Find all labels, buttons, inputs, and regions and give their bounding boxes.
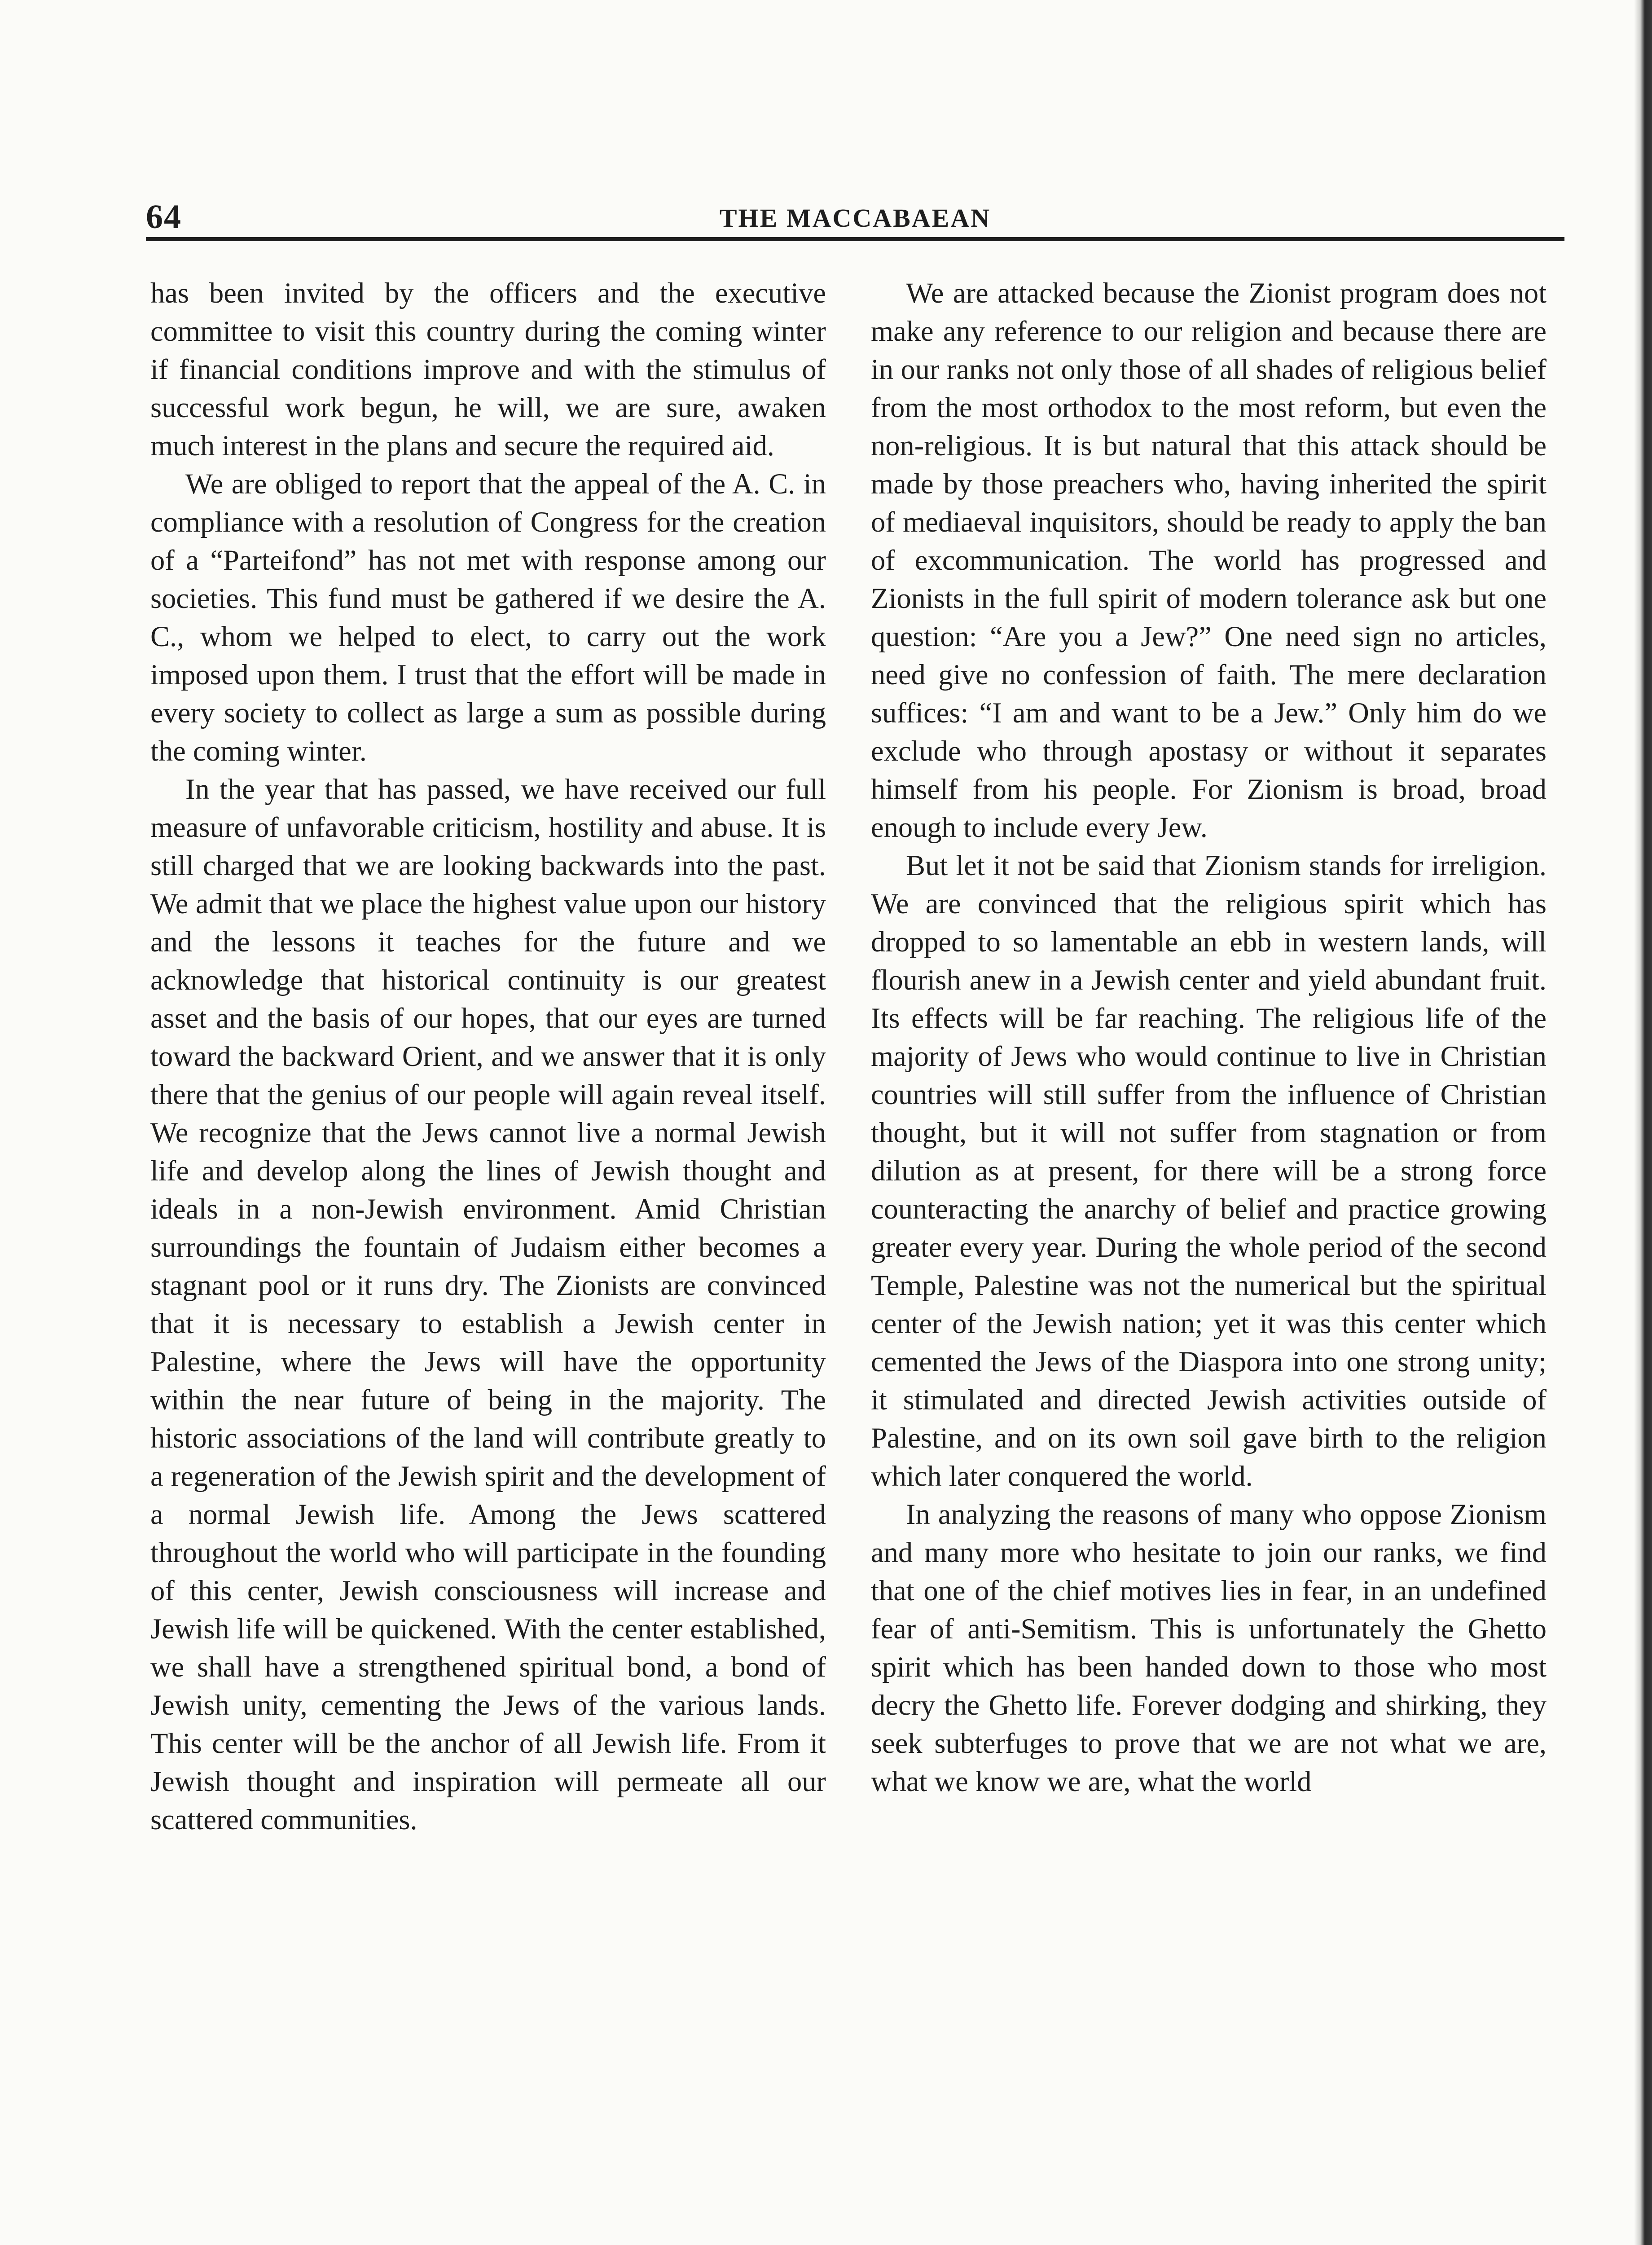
right-column <box>871 274 1547 1800</box>
page-header <box>146 198 1564 238</box>
paragraph: has been invited by the officers and the executive committee to visit this country during the coming winter if financial conditions improve and with the stimulus of successful work begun, he will, we are sure, awaken much interest in the plans and secure the required aid. <box>150 277 826 462</box>
paragraph: In analyzing the reasons of many who oppose Zionism and many more who hesitate to join our ranks, we find that one of the chief motives lies in fear, in an undefined fear of anti-Semitism. This is unfortunately the Ghetto spirit which has been handed down to those who most decry the Ghetto life. Forever dodging and shirking, they seek subterfuges to prove that we are not what we are, what we know we are, what the world <box>871 1498 1547 1797</box>
paragraph: We are obliged to report that the appeal of the A. C. in compliance with a resolution of Congress for the creation of a “Parteifond” has not met with response among our societies. This fund must be gathered if we desire the A. C., whom we helped to elect, to carry out the work imposed upon them. I trust that the effort will be made in every society to collect as large a sum as possible during the coming winter. <box>150 468 826 767</box>
paragraph: We are attacked because the Zionist program does not make any reference to our religion and because there are in our ranks not only those of all shades of religious belief from the most orthodox to the most reform, but even the non-religious. It is but natural that this attack should be made by those preachers who, having inherited the spirit of mediaeval inquisitors, should be ready to apply the ban of excommunication. The world has progressed and Zionists in the full spirit of modern tolerance ask but one question: “Are you a Jew?” One need sign no articles, need give no confession of faith. The mere declaration suffices: “I am and want to be a Jew.” Only him do we exclude who through apostasy or without it separates himself from his people. For Zionism is broad, broad enough to include every Jew. <box>871 277 1547 843</box>
paragraph: In the year that has passed, we have received our full measure of unfavorable criticism, hostility and abuse. It is still charged that we are looking backwards into the past. We admit that we place the highest value upon our history and the lessons it teaches for the future and we acknowledge that historical continuity is our greatest asset and the basis of our hopes, that our eyes are turned toward the backward Orient, and we answer that it is only there that the genius of our people will again reveal itself. We recognize that the Jews cannot live a normal Jewish life and develop along the lines of Jewish thought and ideals in a non-Jewish environment. Amid Christian surroundings the fountain of Judaism either becomes a stagnant pool or it runs dry. The Zionists are convinced that it is necessary to establish a Jewish center in Palestine, where the Jews will have the opportunity within the near future of being in the majority. The historic associations of the land will contribute greatly to a regeneration of the Jewish spirit and the development of a normal Jewish life. Among the Jews scattered throughout the world who will participate in the founding of this center, Jewish consciousness will increase and Jewish life will be quickened. With the center established, we shall have a strengthened spiritual bond, a bond of Jewish unity, cementing the Jews of the various lands. This center will be the anchor of all Jewish life. From it Jewish thought and inspiration will permeate all our scattered communities. <box>150 773 826 1836</box>
paragraph: But let it not be said that Zionism stands for irreligion. We are convinced that the religious spirit which has dropped to so lamentable an ebb in western lands, will flourish anew in a Jewish center and yield abundant fruit. Its effects will be far reaching. The religious life of the majority of Jews who would continue to live in Christian countries will still suffer from the influence of Christian thought, but it will not suffer from stagnation or from dilution as at present, for there will be a strong force counteracting the anarchy of belief and practice growing greater every year. During the whole period of the second Temple, Palestine was not the numerical but the spiritual center of the Jewish nation; yet it was this center which cemented the Jews of the Diaspora into one strong unity; it stimulated and directed Jewish activities outside of Palestine, and on its own soil gave birth to the religion which later conquered the world. <box>871 850 1547 1492</box>
header-rule <box>146 237 1564 241</box>
scan-edge <box>1634 0 1652 2245</box>
page-number: 64 <box>146 198 182 236</box>
left-column <box>150 274 826 1839</box>
running-title: THE MACCABAEAN <box>719 203 991 233</box>
